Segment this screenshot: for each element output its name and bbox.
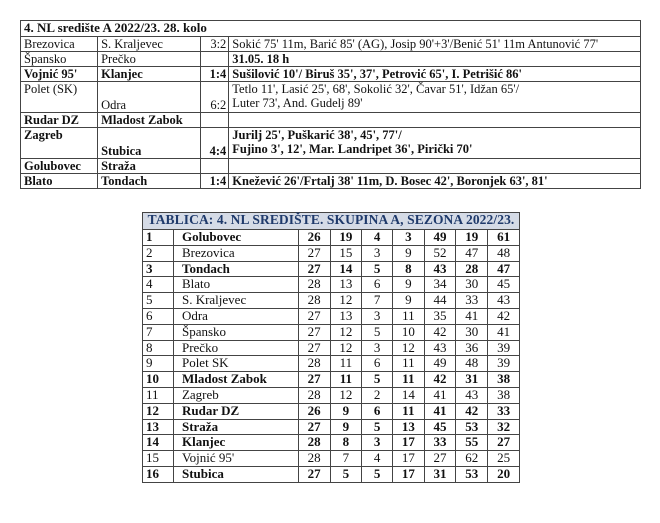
team-name: Odra [173, 308, 298, 324]
standings-row [143, 451, 520, 467]
goals-for: 44 [424, 293, 456, 309]
team-name: Vojnić 95' [173, 451, 298, 467]
team-name: Mladost Zabok [173, 372, 298, 388]
match-row [21, 52, 641, 67]
home-team: Špansko [21, 52, 98, 67]
goals-for: 43 [424, 340, 456, 356]
played: 27 [298, 308, 330, 324]
goals-against: 53 [456, 466, 488, 482]
team-name: Polet SK [173, 356, 298, 372]
position: 4 [143, 277, 174, 293]
home-team: Brezovica [21, 37, 98, 52]
goals-for: 34 [424, 277, 456, 293]
draws: 6 [362, 403, 393, 419]
standings-title: TABLICA: 4. NL SREDIŠTE. SKUPINA A, SEZONA 2022/23. [143, 213, 520, 230]
position: 1 [143, 230, 174, 246]
team-name: Rudar DZ [173, 403, 298, 419]
position: 15 [143, 451, 174, 467]
position: 7 [143, 324, 174, 340]
goals-for: 41 [424, 403, 456, 419]
losses: 17 [392, 435, 424, 451]
draws: 5 [362, 324, 393, 340]
scorers [229, 67, 641, 82]
played: 27 [298, 261, 330, 277]
standings-row [143, 356, 520, 372]
team-name: Prečko [173, 340, 298, 356]
goals-for: 33 [424, 435, 456, 451]
losses: 11 [392, 403, 424, 419]
team-name: Blato [173, 277, 298, 293]
goals-against: 42 [456, 403, 488, 419]
standings-row [143, 277, 520, 293]
standings-row [143, 403, 520, 419]
match-row [21, 67, 641, 82]
standings-row [143, 435, 520, 451]
played: 27 [298, 340, 330, 356]
match-score: 1:4 [201, 174, 229, 189]
goals-for: 31 [424, 466, 456, 482]
position: 5 [143, 293, 174, 309]
standings-table [142, 212, 520, 483]
scorers [229, 174, 641, 189]
draws: 3 [362, 308, 393, 324]
results-table [20, 20, 641, 189]
standings-row [143, 230, 520, 246]
points: 20 [488, 466, 520, 482]
scorers-line: Sušilović 10'/ Biruš 35', 37', Petrović 65', I. Petrišić 86' [232, 67, 522, 81]
goals-against: 48 [456, 356, 488, 372]
away-team: Straža [98, 159, 201, 174]
wins: 9 [330, 403, 362, 419]
losses: 14 [392, 387, 424, 403]
standings-row [143, 372, 520, 388]
played: 28 [298, 387, 330, 403]
goals-against: 36 [456, 340, 488, 356]
standings-row [143, 340, 520, 356]
points: 25 [488, 451, 520, 467]
home-team: Polet (SK) [21, 82, 98, 113]
match-score: 4:4 [201, 128, 229, 159]
away-team: Mladost Zabok [98, 113, 201, 128]
results-title: 4. NL središte A 2022/23. 28. kolo [21, 21, 641, 37]
team-name: Klanjec [173, 435, 298, 451]
losses: 8 [392, 261, 424, 277]
goals-for: 35 [424, 308, 456, 324]
position: 3 [143, 261, 174, 277]
scorers [229, 128, 641, 159]
goals-against: 41 [456, 308, 488, 324]
match-row [21, 113, 641, 128]
points: 27 [488, 435, 520, 451]
points: 42 [488, 308, 520, 324]
losses: 11 [392, 356, 424, 372]
home-team: Blato [21, 174, 98, 189]
played: 28 [298, 293, 330, 309]
home-team: Vojnić 95' [21, 67, 98, 82]
goals-for: 43 [424, 261, 456, 277]
match-row [21, 174, 641, 189]
scorers [229, 37, 641, 52]
points: 33 [488, 403, 520, 419]
losses: 9 [392, 293, 424, 309]
team-name: Špansko [173, 324, 298, 340]
points: 38 [488, 372, 520, 388]
goals-against: 19 [456, 230, 488, 246]
match-score: 3:2 [201, 37, 229, 52]
wins: 12 [330, 293, 362, 309]
standings-row [143, 419, 520, 435]
away-team: Prečko [98, 52, 201, 67]
draws: 3 [362, 435, 393, 451]
draws: 5 [362, 261, 393, 277]
position: 9 [143, 356, 174, 372]
losses: 10 [392, 324, 424, 340]
wins: 12 [330, 387, 362, 403]
scorers-line: Luter 73', And. Gudelj 89' [232, 96, 363, 110]
wins: 14 [330, 261, 362, 277]
goals-against: 43 [456, 387, 488, 403]
goals-against: 53 [456, 419, 488, 435]
position: 2 [143, 245, 174, 261]
losses: 12 [392, 340, 424, 356]
position: 10 [143, 372, 174, 388]
position: 14 [143, 435, 174, 451]
away-team: S. Kraljevec [98, 37, 201, 52]
wins: 8 [330, 435, 362, 451]
goals-against: 31 [456, 372, 488, 388]
goals-against: 30 [456, 324, 488, 340]
position: 11 [143, 387, 174, 403]
goals-for: 42 [424, 324, 456, 340]
goals-for: 52 [424, 245, 456, 261]
points: 38 [488, 387, 520, 403]
wins: 13 [330, 308, 362, 324]
goals-for: 42 [424, 372, 456, 388]
wins: 12 [330, 324, 362, 340]
played: 27 [298, 324, 330, 340]
wins: 7 [330, 451, 362, 467]
scorers-line [232, 113, 637, 127]
losses: 13 [392, 419, 424, 435]
standings-row [143, 293, 520, 309]
wins: 12 [330, 340, 362, 356]
home-team: Zagreb [21, 128, 98, 159]
team-name: Golubovec [173, 230, 298, 246]
home-team: Rudar DZ [21, 113, 98, 128]
points: 39 [488, 356, 520, 372]
draws: 5 [362, 372, 393, 388]
team-name: Straža [173, 419, 298, 435]
scorers-line: Jurilj 25', Puškarić 38', 45', 77'/ [232, 128, 402, 142]
team-name: Stubica [173, 466, 298, 482]
played: 27 [298, 372, 330, 388]
team-name: S. Kraljevec [173, 293, 298, 309]
standings-row [143, 245, 520, 261]
played: 28 [298, 277, 330, 293]
goals-against: 28 [456, 261, 488, 277]
draws: 7 [362, 293, 393, 309]
match-score [201, 52, 229, 67]
home-team: Golubovec [21, 159, 98, 174]
losses: 9 [392, 277, 424, 293]
played: 26 [298, 230, 330, 246]
losses: 3 [392, 230, 424, 246]
match-row [21, 37, 641, 52]
points: 41 [488, 324, 520, 340]
scorers-line: Sokić 75' 11m, Barić 85' (AG), Josip 90'+3'/Benić 51' 11m Antunović 77' [232, 37, 599, 51]
goals-against: 33 [456, 293, 488, 309]
match-row [21, 159, 641, 174]
team-name: Tondach [173, 261, 298, 277]
position: 13 [143, 419, 174, 435]
match-score [201, 113, 229, 128]
standings-row [143, 466, 520, 482]
wins: 19 [330, 230, 362, 246]
team-name: Zagreb [173, 387, 298, 403]
position: 6 [143, 308, 174, 324]
away-team: Tondach [98, 174, 201, 189]
position: 12 [143, 403, 174, 419]
played: 27 [298, 466, 330, 482]
away-team: Odra [98, 82, 201, 113]
wins: 9 [330, 419, 362, 435]
points: 45 [488, 277, 520, 293]
goals-against: 30 [456, 277, 488, 293]
away-team: Stubica [98, 128, 201, 159]
points: 48 [488, 245, 520, 261]
goals-against: 47 [456, 245, 488, 261]
points: 39 [488, 340, 520, 356]
scorers-line: 31.05. 18 h [232, 52, 290, 66]
scorers [229, 159, 641, 174]
position: 16 [143, 466, 174, 482]
played: 27 [298, 245, 330, 261]
losses: 9 [392, 245, 424, 261]
standings-row [143, 261, 520, 277]
draws: 5 [362, 419, 393, 435]
wins: 13 [330, 277, 362, 293]
draws: 3 [362, 340, 393, 356]
standings-row [143, 387, 520, 403]
goals-for: 49 [424, 230, 456, 246]
points: 47 [488, 261, 520, 277]
draws: 5 [362, 466, 393, 482]
match-score: 1:4 [201, 67, 229, 82]
losses: 17 [392, 466, 424, 482]
match-score [201, 159, 229, 174]
points: 43 [488, 293, 520, 309]
played: 28 [298, 356, 330, 372]
played: 26 [298, 403, 330, 419]
team-name: Brezovica [173, 245, 298, 261]
points: 61 [488, 230, 520, 246]
played: 28 [298, 451, 330, 467]
scorers-line: Knežević 26'/Frtalj 38' 11m, D. Bosec 42', Boronjek 63', 81' [232, 174, 548, 188]
draws: 4 [362, 451, 393, 467]
scorers [229, 52, 641, 67]
losses: 11 [392, 372, 424, 388]
wins: 11 [330, 356, 362, 372]
match-row [21, 82, 641, 113]
goals-for: 41 [424, 387, 456, 403]
match-row [21, 128, 641, 159]
draws: 2 [362, 387, 393, 403]
wins: 15 [330, 245, 362, 261]
losses: 17 [392, 451, 424, 467]
draws: 6 [362, 356, 393, 372]
position: 8 [143, 340, 174, 356]
scorers-line [232, 159, 637, 173]
goals-against: 62 [456, 451, 488, 467]
standings-row [143, 324, 520, 340]
goals-for: 49 [424, 356, 456, 372]
scorers-line: Fujino 3', 12', Mar. Landripet 36', Pirički 70' [232, 142, 473, 156]
draws: 6 [362, 277, 393, 293]
draws: 4 [362, 230, 393, 246]
draws: 3 [362, 245, 393, 261]
scorers [229, 113, 641, 128]
match-score: 6:2 [201, 82, 229, 113]
away-team: Klanjec [98, 67, 201, 82]
wins: 5 [330, 466, 362, 482]
goals-for: 45 [424, 419, 456, 435]
goals-against: 55 [456, 435, 488, 451]
scorers-line: Tetlo 11', Lasić 25', 68', Sokolić 32', Čavar 51', Idžan 65'/ [232, 82, 520, 96]
standings-row [143, 308, 520, 324]
points: 32 [488, 419, 520, 435]
wins: 11 [330, 372, 362, 388]
played: 27 [298, 419, 330, 435]
played: 28 [298, 435, 330, 451]
losses: 11 [392, 308, 424, 324]
scorers [229, 82, 641, 113]
goals-for: 27 [424, 451, 456, 467]
